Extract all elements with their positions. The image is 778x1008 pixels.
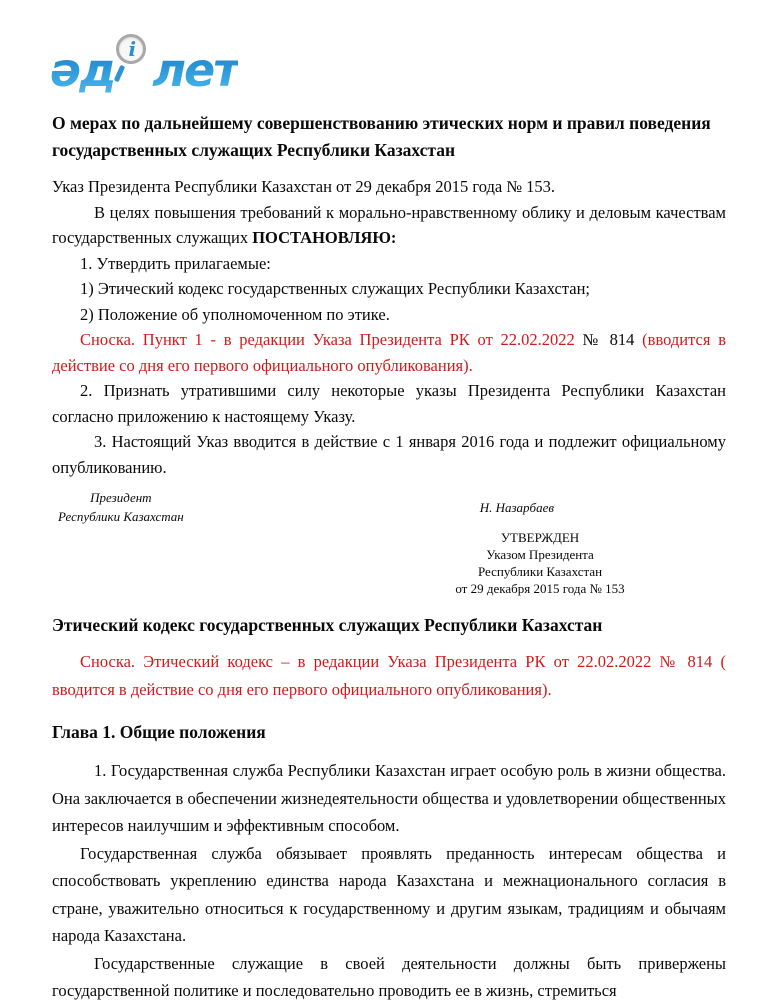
footnote-1-red-start: Сноска. Пункт 1 - в редакции Указа Президента РК от 22.02.2022	[80, 330, 583, 349]
code-title: Этический кодекс государственных служащих Республики Казахстан	[52, 615, 603, 635]
logo-text	[50, 34, 238, 100]
approval-line2: Указом Президента	[486, 547, 594, 562]
subpoint-1-2: 2) Положение об уполномоченном по этике.	[80, 304, 390, 324]
president-title	[58, 488, 184, 526]
footnote-1	[52, 327, 726, 378]
magnifier-i-icon	[116, 34, 152, 70]
point-1: 1. Утвердить прилагаемые:	[80, 253, 271, 273]
document-title: О мерах по дальнейшему совершенствованию этических норм и правил поведения государственных служащих Республики Казахстан	[52, 113, 711, 160]
intro-text: В целях повышения требований к морально-нравственному облику и деловым качествам государственных служащих	[52, 202, 726, 247]
president-name: Н. Назарбаев	[479, 499, 554, 515]
subpoint-1-1: 1) Этический кодекс государственных служащих Республики Казахстан;	[80, 279, 590, 298]
president-title-line1: Президент	[90, 490, 152, 505]
footnote-1-decree-number: № 814	[582, 330, 635, 349]
footnote-1-red-end: (вводится в действие со дня его первого официального опубликования).	[52, 330, 726, 375]
approval-line4: от 29 декабря 2015 года № 153	[455, 581, 625, 596]
approval-line3: Республики Казахстан	[477, 564, 603, 579]
point-3: 3. Настоящий Указ вводится в действие с 1 января 2016 года и подлежит официальному опубликованию.	[52, 432, 726, 477]
intro-paragraph	[52, 200, 726, 251]
footnote-2: Сноска. Этический кодекс – в редакции Указа Президента РК от 22.02.2022 № 814 ( вводится в действие со дня его первого официального опубликования).	[52, 652, 726, 699]
signature-block	[52, 488, 726, 526]
point-2: 2. Признать утратившими силу некоторые указы Президента Республики Казахстан согласно приложению к настоящему Указу.	[52, 381, 726, 426]
resolution-word: ПОСТАНОВЛЯЮ:	[252, 228, 397, 247]
paragraph-2: Государственная служба обязывает проявлять преданность интересам общества и способствовать укреплению единства народа Казахстана и межнационального согласия в стране, уважительно относиться к государственному и другим языкам, традициям и обычаям народа Казахстана.	[52, 843, 726, 945]
approval-block	[390, 529, 690, 597]
logo-text-part2: лет	[152, 43, 238, 97]
approval-line1: УТВЕРЖДЕН	[500, 530, 580, 545]
president-title-line2: Республики Казахстан	[58, 509, 184, 524]
decree-subtitle: Указ Президента Республики Казахстан от 29 декабря 2015 года № 153.	[52, 177, 556, 196]
chapter-1-heading: Глава 1. Общие положения	[52, 722, 266, 742]
magnifier-lens	[116, 34, 146, 64]
logo-text-part1: әд	[50, 43, 115, 97]
magnifier-handle	[114, 65, 125, 83]
info-letter: i	[128, 37, 135, 61]
paragraph-1: 1. Государственная служба Республики Казахстан играет особую роль в жизни общества. Она заключается в обеспечении жизнедеятельности общества и удовлетворении общественных интересов наилучшим и эффективным способом.	[52, 761, 726, 835]
paragraph-3: Государственные служащие в своей деятельности должны быть привержены государственной политике и последовательно проводить ее в жизнь, стремиться	[52, 953, 726, 1000]
adilet-logo	[50, 34, 726, 96]
